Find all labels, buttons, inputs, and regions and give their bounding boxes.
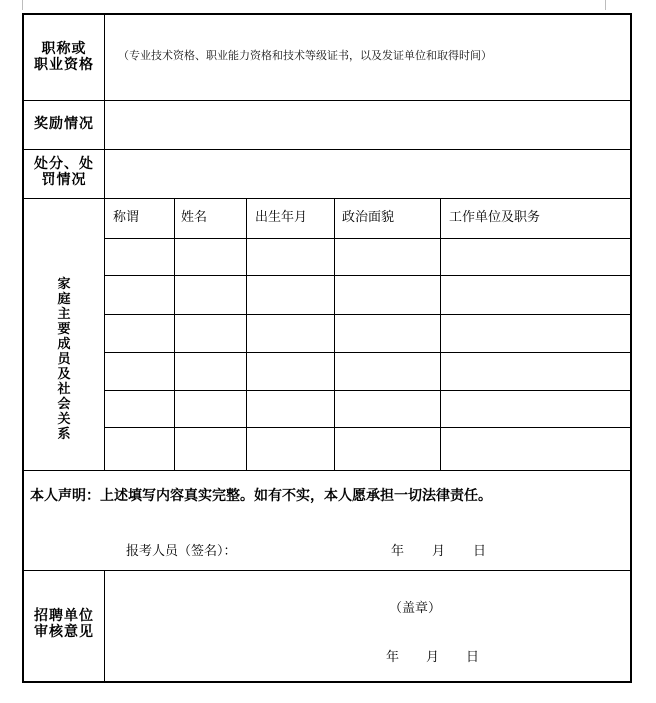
family-grid-col-4 (440, 198, 441, 470)
row-divider-4 (24, 470, 630, 471)
review-day: 日 (466, 650, 480, 665)
awards-label: 奖励情况 (34, 116, 94, 132)
declaration-statement: 本人声明：上述填写内容真实完整。如有不实，本人愿承担一切法律责任。 (30, 488, 492, 504)
family-grid-row-5 (104, 390, 630, 391)
family-grid-col-1 (174, 198, 175, 470)
family-header-employer: 工作单位及职务 (449, 210, 541, 225)
registration-form-table (22, 13, 632, 683)
row-divider-3 (24, 198, 630, 199)
family-header-politics: 政治面貌 (342, 210, 395, 225)
family-label: 家庭主要成员及社会关系 (57, 277, 71, 442)
family-grid-col-2 (246, 198, 247, 470)
family-grid-col-3 (334, 198, 335, 470)
qualification-label: 职称或 职业资格 (34, 41, 94, 73)
family-grid-row-6 (104, 427, 630, 428)
family-grid-row-1 (104, 238, 630, 239)
label-column-divider (104, 15, 105, 470)
page-corner-mark-right (605, 0, 606, 10)
row-divider-2 (24, 149, 630, 150)
family-header-birth: 出生年月 (255, 210, 308, 225)
declaration-month: 月 (432, 544, 446, 559)
review-month: 月 (426, 650, 440, 665)
row-divider-5 (24, 570, 630, 571)
seal-label: （盖章） (389, 601, 442, 616)
declaration-day: 日 (473, 544, 487, 559)
family-header-name: 姓名 (181, 210, 208, 225)
declaration-year: 年 (391, 544, 405, 559)
family-grid-row-2 (104, 275, 630, 276)
family-header-relation: 称谓 (113, 210, 140, 225)
signature-label: 报考人员（签名）： (126, 544, 237, 559)
review-year: 年 (386, 650, 400, 665)
page-corner-mark-left (22, 0, 23, 10)
family-grid-row-3 (104, 314, 630, 315)
qualification-hint: （专业技术资格、职业能力资格和技术等级证书，以及发证单位和取得时间） (118, 49, 492, 62)
punishments-label: 处分、处 罚情况 (34, 156, 94, 188)
family-grid-row-4 (104, 352, 630, 353)
label-column-divider-bottom (104, 570, 105, 681)
row-divider-1 (24, 100, 630, 101)
review-label: 招聘单位 审核意见 (34, 608, 94, 640)
